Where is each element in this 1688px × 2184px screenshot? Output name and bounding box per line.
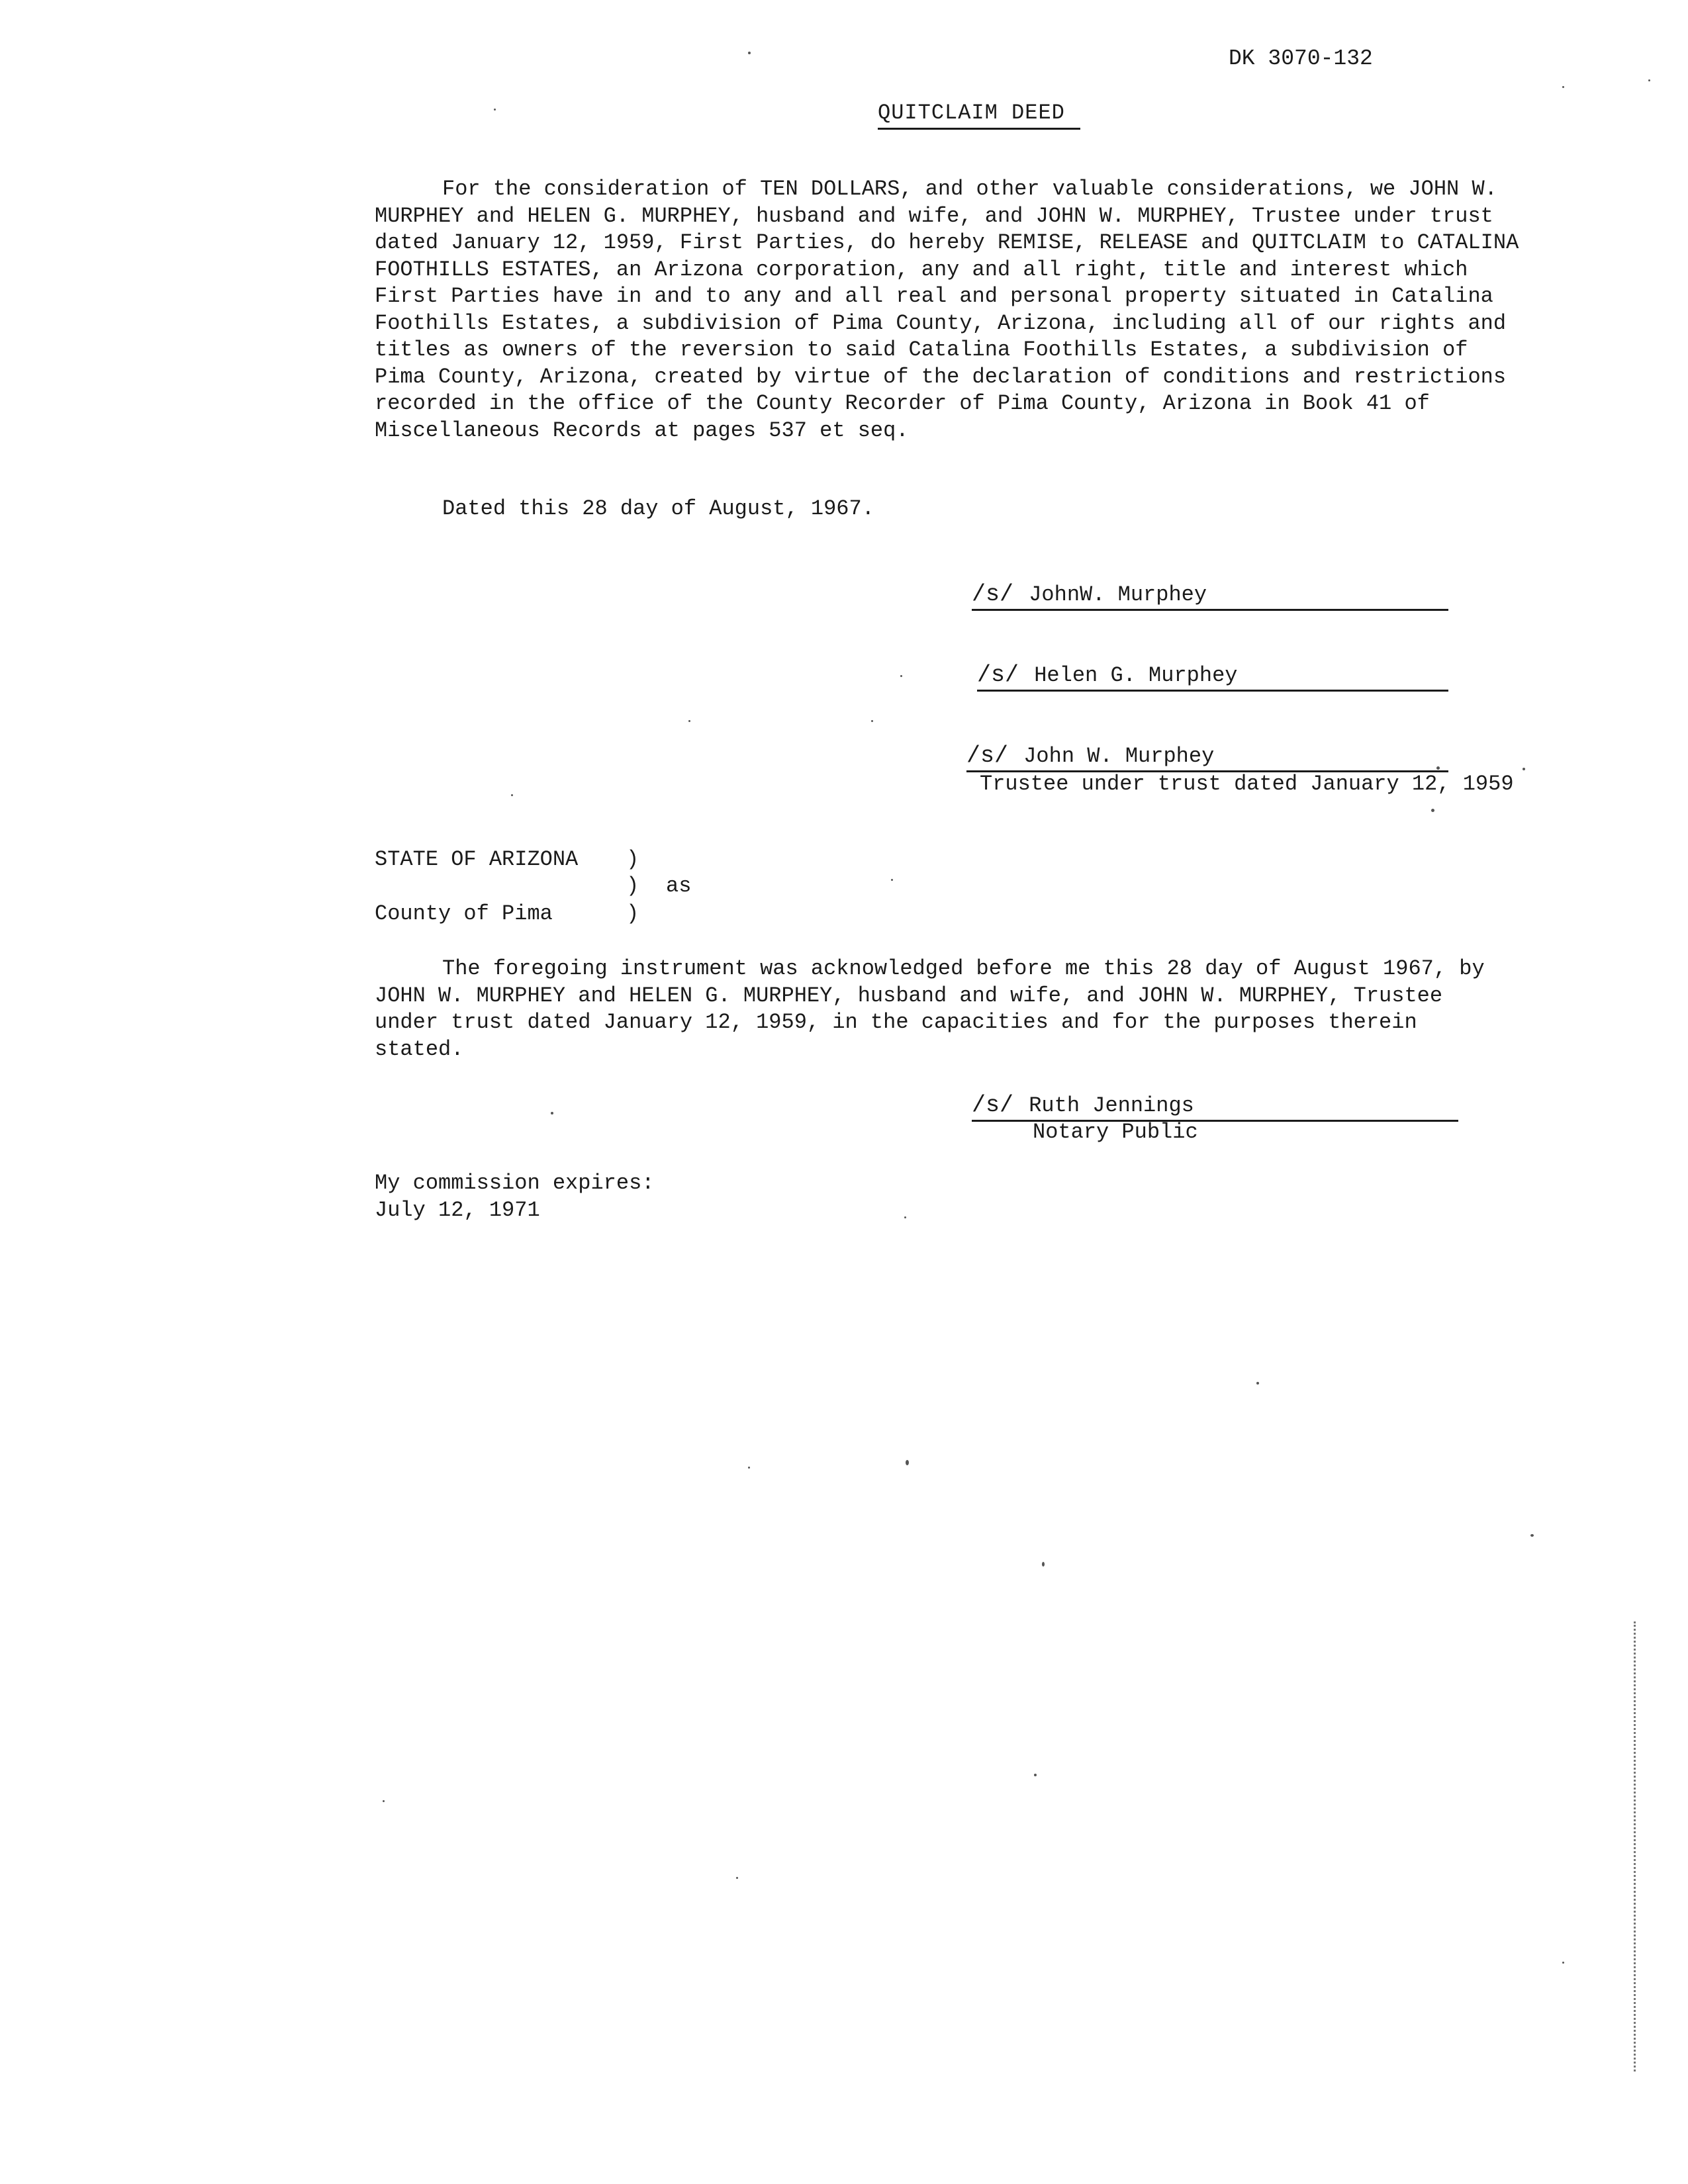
signature-mark: /s/ bbox=[977, 662, 1019, 688]
scan-speck bbox=[511, 794, 513, 796]
scan-speck bbox=[904, 1216, 906, 1218]
scan-speck bbox=[871, 720, 873, 722]
venue-bracket: ) bbox=[626, 847, 639, 872]
signature-name: Ruth Jennings bbox=[1029, 1093, 1194, 1118]
document-reference-number: DK 3070-132 bbox=[1229, 46, 1373, 71]
scan-speck bbox=[688, 720, 690, 722]
commission-block bbox=[375, 1170, 654, 1224]
scan-speck bbox=[1523, 768, 1525, 770]
notary-caption: Notary Public bbox=[1033, 1120, 1198, 1144]
trustee-caption: Trustee under trust dated January 12, 1959 bbox=[980, 772, 1514, 796]
signature-name: John W. Murphey bbox=[1023, 744, 1215, 768]
scan-speck bbox=[1256, 1382, 1259, 1385]
scan-speck bbox=[1530, 1534, 1534, 1537]
signature-line-john-murphey-trustee bbox=[966, 743, 1448, 772]
scan-speck bbox=[1562, 1962, 1564, 1964]
scan-speck bbox=[736, 1877, 738, 1879]
venue-ss: as bbox=[666, 874, 692, 898]
scan-speck bbox=[1562, 86, 1564, 88]
scan-speck bbox=[900, 675, 902, 677]
scan-margin-artifact bbox=[1634, 1621, 1636, 2071]
signature-mark: /s/ bbox=[972, 581, 1014, 608]
dated-line: Dated this 28 day of August, 1967. bbox=[442, 496, 874, 521]
scan-speck bbox=[494, 109, 496, 111]
scan-speck bbox=[551, 1112, 553, 1115]
signature-line-helen-murphey bbox=[977, 662, 1448, 692]
commission-date: July 12, 1971 bbox=[375, 1197, 540, 1222]
venue-county: County of Pima bbox=[375, 901, 553, 926]
scan-speck bbox=[906, 1460, 909, 1465]
scan-speck bbox=[1648, 79, 1650, 81]
signature-name: Helen G. Murphey bbox=[1034, 663, 1238, 688]
signature-line-john-murphey bbox=[972, 581, 1448, 611]
commission-label: My commission expires: bbox=[375, 1171, 655, 1195]
scan-speck bbox=[383, 1800, 385, 1802]
scan-speck bbox=[1034, 1774, 1037, 1776]
scan-speck bbox=[748, 52, 751, 54]
scan-speck bbox=[891, 879, 893, 881]
scan-speck bbox=[1431, 809, 1434, 812]
scan-speck bbox=[1042, 1562, 1045, 1567]
venue-bracket: ) bbox=[626, 901, 639, 926]
venue-state: STATE OF ARIZONA bbox=[375, 847, 579, 872]
conveyance-paragraph: For the consideration of TEN DOLLARS, and other valuable considerations, we JOHN W. MURPHEY and HELEN G. MURPHEY, husband and wife, and JOHN W. MURPHEY, Trustee under trust dated January 12, 1959, First Parties, do hereby REMISE, RELEASE and QUITCLAIM to CATALINA FOOTHILLS ESTATES, an Arizona corporation, any and all right, title and interest which First Parties have in and to any and all real and personal property situated in Catalina Foothills Estates, a subdivision of Pima County, Arizona, including all of our rights and titles as owners of the reversion to said Catalina Foothills Estates, a subdivision of Pima County, Arizona, created by virtue of the declaration of conditions and restrictions recorded in the office of the County Recorder of Pima County, Arizona in Book 41 of Miscellaneous Records at pages 537 et seq. bbox=[375, 177, 1519, 443]
signature-name: JohnW. Murphey bbox=[1029, 582, 1207, 607]
signature-line-notary bbox=[972, 1092, 1458, 1122]
signature-mark: /s/ bbox=[972, 1092, 1014, 1118]
acknowledgment-paragraph: The foregoing instrument was acknowledged before me this 28 day of August 1967, by JOHN W. MURPHEY and HELEN G. MURPHEY, husband and wife, and JOHN W. MURPHEY, Trustee under trust dated January 12, 1959, in the capacities and for the purposes therein stated. bbox=[375, 956, 1485, 1062]
signature-mark: /s/ bbox=[966, 743, 1009, 769]
document-title: QUITCLAIM DEED bbox=[878, 101, 1080, 130]
scan-speck bbox=[1436, 766, 1440, 770]
venue-bracket: ) bbox=[626, 874, 639, 898]
scan-speck bbox=[748, 1467, 750, 1469]
